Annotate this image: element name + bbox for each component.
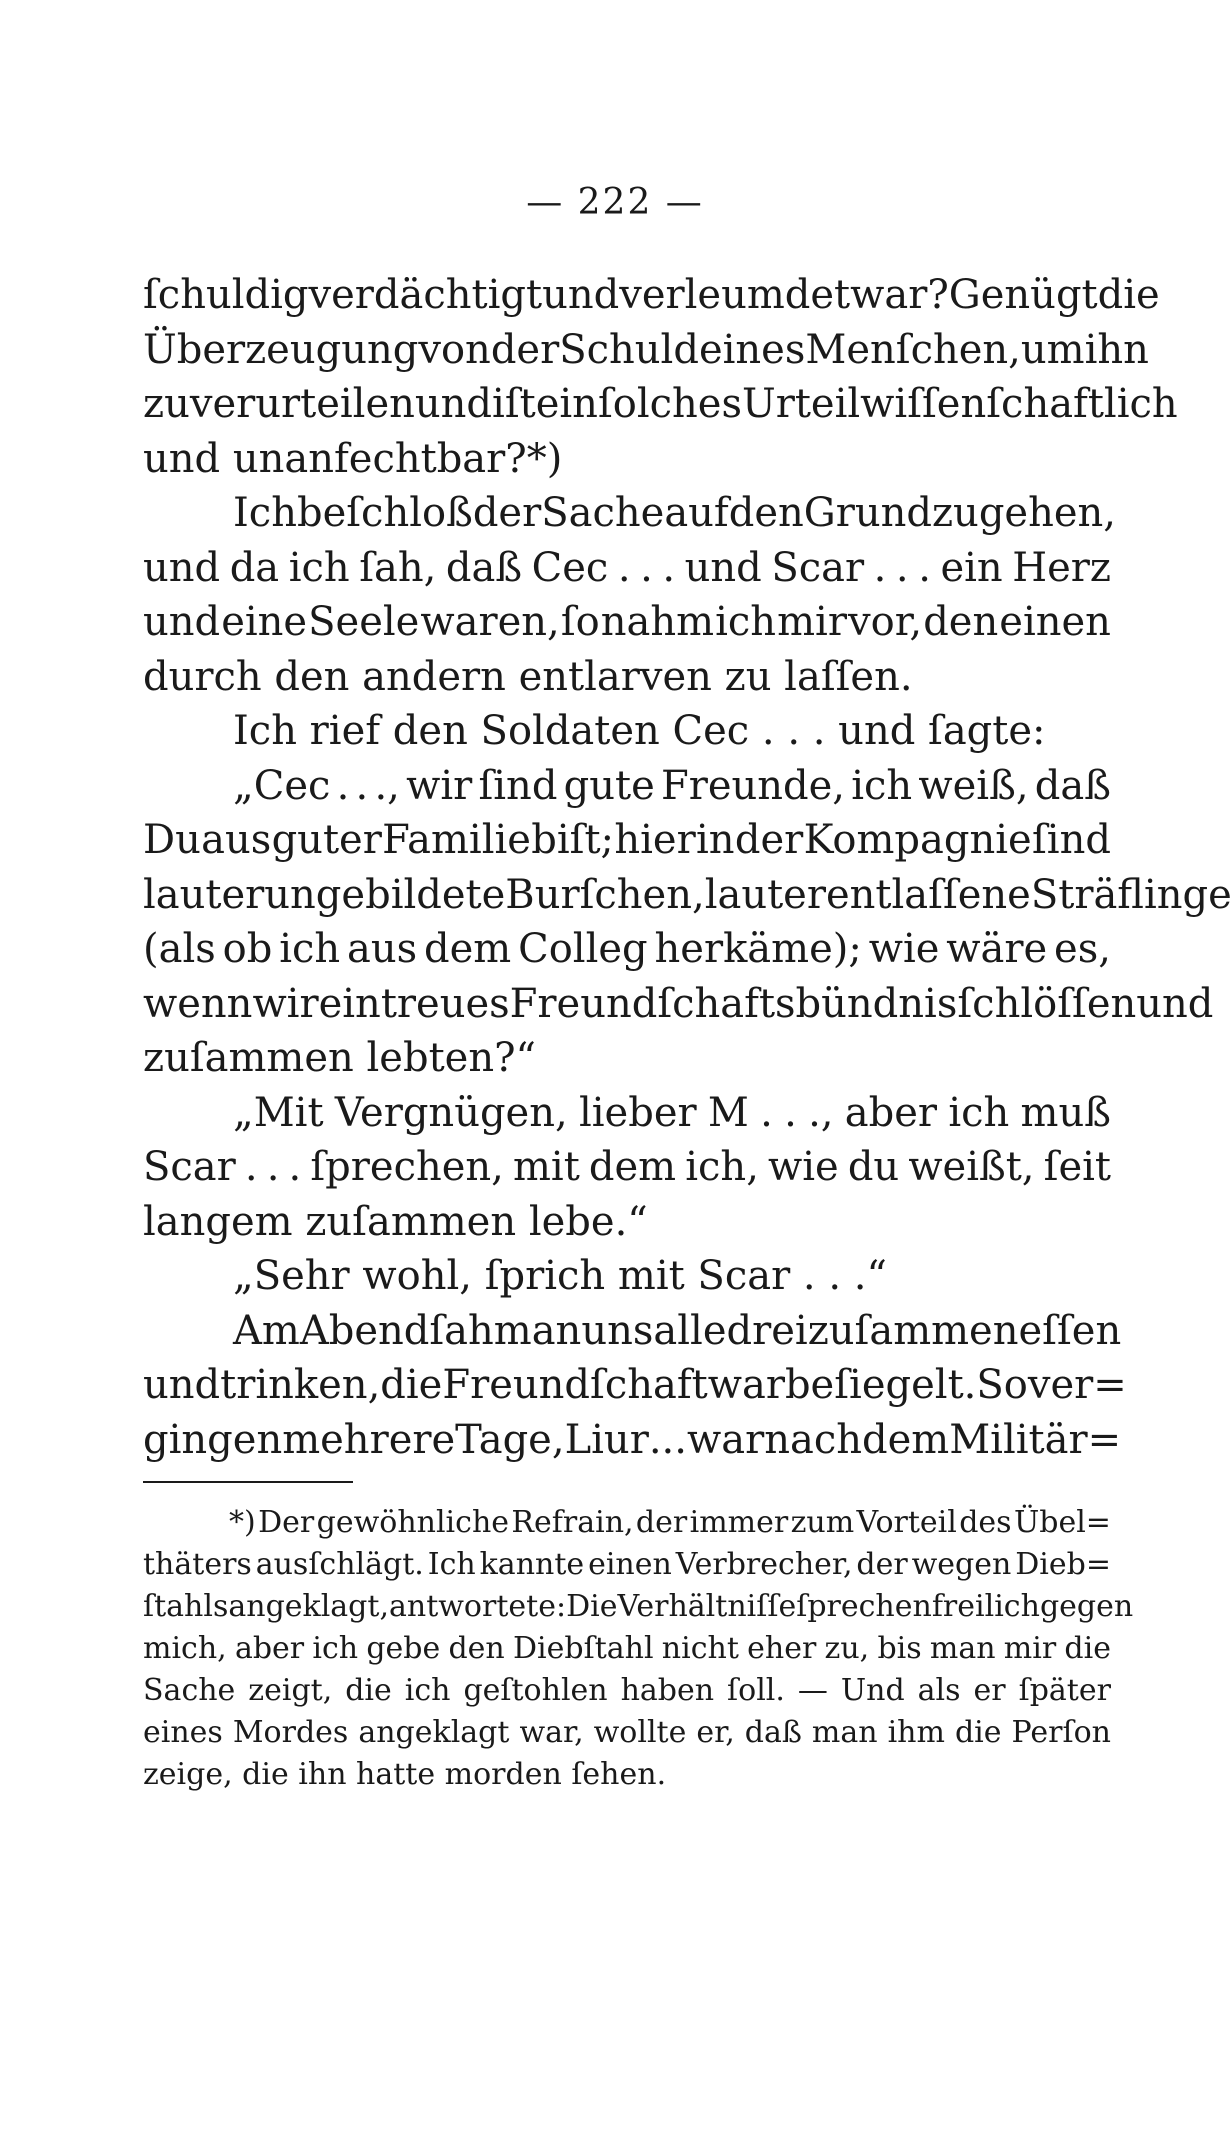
footnote-divider — [143, 1481, 353, 1483]
footnote-line: ſtahls angeklagt, antwortete: Die Verhältniſſe ſprechen freilich gegen — [143, 1589, 1134, 1624]
text-line: Ich beſchloß der Sache auf den Grund zu gehen, — [233, 490, 1117, 536]
footnote-line: *) Der gewöhnliche Refrain, der immer zum Vorteil des Übel= — [229, 1505, 1111, 1540]
text-line: Am Abend ſah man uns alle drei zuſammen eſſen — [233, 1307, 1122, 1354]
page-number: — 222 — — [526, 182, 704, 223]
text-line: durch den andern entlarven zu laſſen. — [143, 653, 913, 700]
footnote-line: thäters ausſchlägt. Ich kannte einen Verbrecher, der wegen Dieb= — [143, 1547, 1111, 1582]
footnote-line: mich, aber ich gebe den Diebſtahl nicht eher zu, bis man mir die — [143, 1631, 1111, 1666]
text-line: und trinken, die Freundſchaft war beſiegelt. So ver= — [143, 1362, 1127, 1408]
text-line: „Cec . . ., wir ſind gute Freunde, ich weiß, daß — [233, 762, 1111, 809]
main-text — [143, 268, 1232, 1467]
text-line: wenn wir ein treues Freundſchaftsbündnis ſchlöſſen und — [143, 980, 1214, 1027]
footnote-block — [143, 1502, 1134, 1796]
text-line: zuſammen lebten?“ — [143, 1035, 536, 1081]
footnote-line: zeige, die ihn hatte morden ſehen. — [143, 1757, 667, 1792]
text-line: Scar . . . ſprechen, mit dem ich, wie du weißt, ſeit — [143, 1144, 1111, 1190]
text-line: und da ich ſah, daß Cec . . . und Scar . . . ein Herz — [143, 544, 1111, 591]
text-line: zu verurteilen und iſt ein ſolches Urteil wiſſenſchaftlich — [143, 381, 1178, 427]
text-line: ſchuldig verdächtigt und verleumdet war? Genügt die — [143, 272, 1160, 318]
text-line: lauter ungebildete Burſchen, lauter entlaſſene Sträflinge — [143, 871, 1232, 918]
text-line: langem zuſammen lebe.“ — [143, 1198, 648, 1245]
text-line: Du aus guter Familie biſt; hier in der Kompagnie ſind — [143, 817, 1111, 863]
footnote-line: Sache zeigt, die ich geſtohlen haben ſoll. — Und als er ſpäter — [143, 1673, 1111, 1708]
footnote-line: eines Mordes angeklagt war, wollte er, daß man ihm die Perſon — [143, 1715, 1111, 1750]
text-line: „Sehr wohl, ſprich mit Scar . . .“ — [233, 1253, 887, 1299]
text-line: „Mit Vergnügen, lieber M . . ., aber ich muß — [233, 1089, 1111, 1136]
text-line: und unanfechtbar?*) — [143, 435, 563, 482]
text-line: Ich rief den Soldaten Cec . . . und ſagte: — [233, 708, 1046, 754]
text-line: gingen mehrere Tage, Liur . . . war nach dem Militär= — [143, 1416, 1122, 1463]
text-line: und eine Seele waren, ſo nahm ich mir vor, den einen — [143, 599, 1111, 645]
text-line: (als ob ich aus dem Colleg herkäme); wie wäre es, — [143, 926, 1111, 972]
text-line: Überzeugung von der Schuld eines Menſchen, um ihn — [143, 326, 1149, 373]
